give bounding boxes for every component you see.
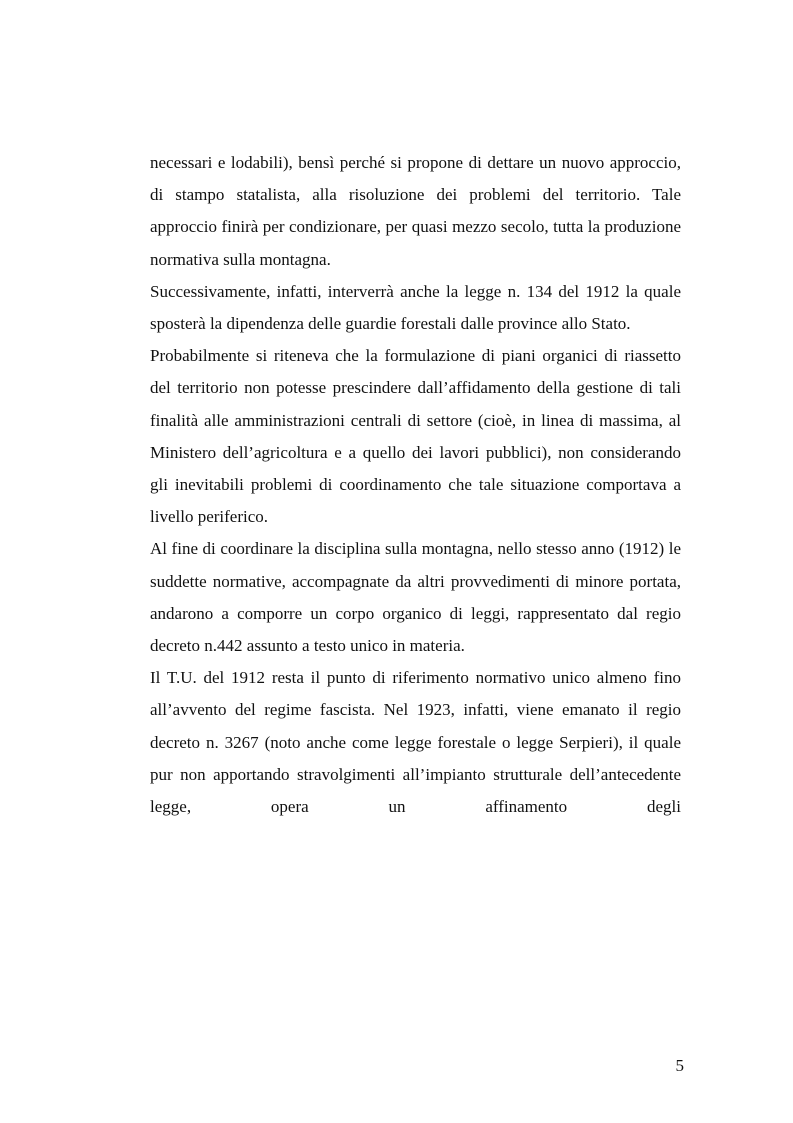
page-number: 5 xyxy=(675,1056,684,1075)
paragraph-5: Il T.U. del 1912 resta il punto di riferimento normativo unico almeno fino all’avvento del regime fascista. Nel 1923, infatti, viene emanato il regio decreto n. 3267 (noto anche come legge forestale o legge Serpieri), il quale pur non apportando stravolgimenti all’impianto strutturale dell’antecedente legge, opera un affinamento degli xyxy=(150,668,681,817)
paragraph-1: necessari e lodabili), bensì perché si propone di dettare un nuovo approccio, di stampo statalista, alla risoluzione dei problemi del territorio. Tale approccio finirà per condizionare, per quasi mezzo secolo, tutta la produzione normativa sulla montagna. xyxy=(150,153,681,269)
body-text xyxy=(150,147,681,823)
paragraph-2: Successivamente, infatti, interverrà anche la legge n. 134 del 1912 la quale sposterà la dipendenza delle guardie forestali dalle province allo Stato. xyxy=(150,281,681,334)
paragraph-4: Al fine di coordinare la disciplina sulla montagna, nello stesso anno (1912) le suddette normative, accompagnate da altri provvedimenti di minore portata, andarono a comporre un corpo organico di leggi, rappresentato dal regio decreto n.442 assunto a testo unico in materia. xyxy=(150,539,681,656)
paragraph-3: Probabilmente si riteneva che la formulazione di piani organici di riassetto del territorio non potesse prescindere dall’affidamento della gestione di tali finalità alle amministrazioni centrali di settore (cioè, in linea di massima, al Ministero dell’agricoltura e a quello dei lavori pubblici), non considerando gli inevitabili problemi di coordinamento che tale situazione comportava a livello periferico. xyxy=(150,346,681,527)
